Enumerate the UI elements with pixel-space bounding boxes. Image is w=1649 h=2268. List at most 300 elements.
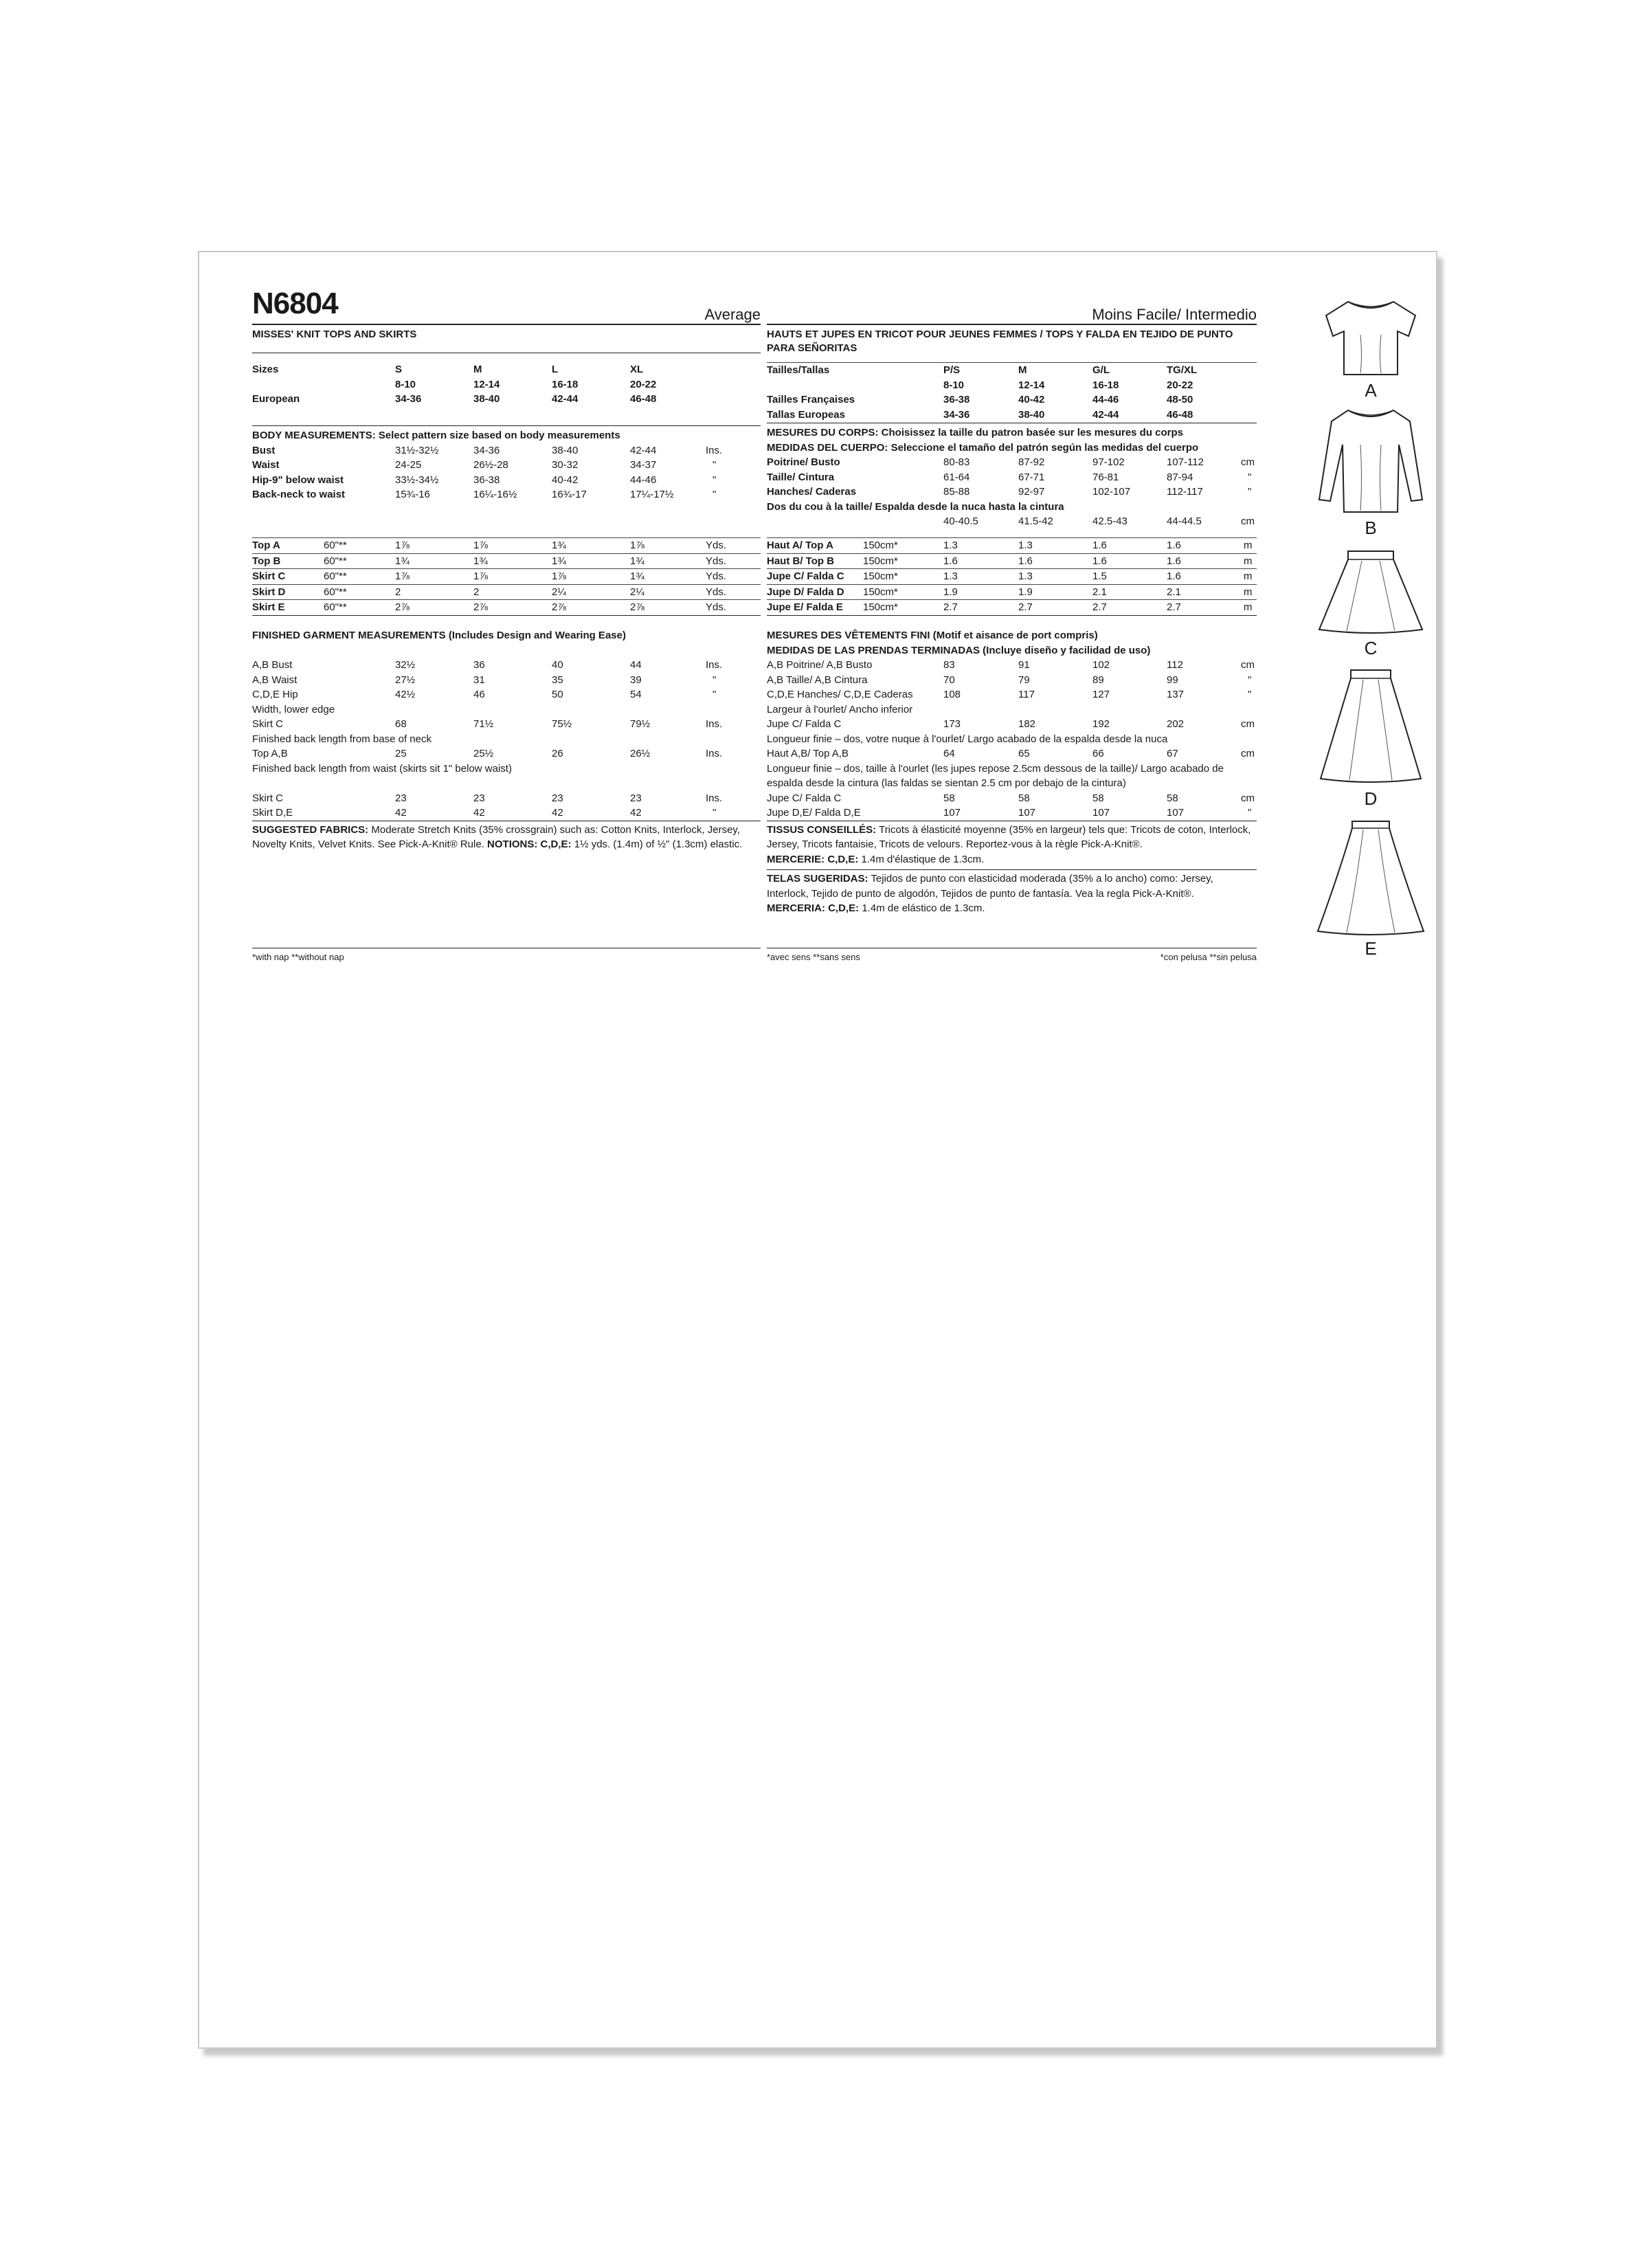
cell: 70 bbox=[943, 674, 955, 686]
cell: 1.3 bbox=[1018, 570, 1033, 582]
cell: 1.6 bbox=[1167, 540, 1181, 551]
size-cell: S bbox=[395, 364, 403, 375]
cell: 1.6 bbox=[1167, 555, 1181, 567]
european-row bbox=[252, 392, 761, 407]
notions-label: NOTIONS: C,D,E: bbox=[487, 838, 572, 850]
fabrics-label: SUGGESTED FABRICS: bbox=[252, 823, 369, 836]
row-label: Top B bbox=[252, 555, 281, 567]
row-label: Jupe D,E/ Falda D,E bbox=[767, 807, 861, 819]
finished-row bbox=[252, 805, 761, 821]
row-label: A,B Bust bbox=[252, 659, 293, 671]
finished-row bbox=[252, 687, 761, 702]
unit: m bbox=[1244, 555, 1253, 567]
size-cell: L bbox=[552, 364, 559, 375]
footnote-fr: *avec sens **sans sens bbox=[767, 952, 860, 962]
cell: 26 bbox=[552, 748, 563, 759]
cell: 79 bbox=[1018, 674, 1030, 686]
yardage-row bbox=[252, 599, 761, 616]
size-cell: 46-48 bbox=[630, 393, 657, 405]
cell: 25 bbox=[395, 748, 407, 759]
row-label: Skirt C bbox=[252, 570, 286, 582]
cell: 2⅞ bbox=[473, 601, 488, 613]
cell: 1.3 bbox=[1018, 540, 1033, 551]
finished-row bbox=[252, 658, 761, 673]
cell: 102 bbox=[1092, 659, 1110, 671]
tallas-europeas-row bbox=[767, 408, 1257, 423]
size-cell: 38-40 bbox=[473, 393, 500, 405]
cell: 1⅞ bbox=[630, 540, 644, 551]
cell: 16¼-16½ bbox=[473, 489, 517, 500]
european-label: European bbox=[252, 393, 300, 405]
body-heading: BODY MEASUREMENTS: Select pattern size based on body measurements bbox=[252, 430, 620, 441]
row-label: Top A bbox=[252, 540, 280, 551]
cell: 2¼ bbox=[630, 586, 644, 598]
yardage-row bbox=[252, 584, 761, 600]
finished-heading: FINISHED GARMENT MEASUREMENTS (Includes Design and Wearing Ease) bbox=[252, 630, 626, 641]
cell: 66 bbox=[1092, 748, 1104, 759]
difficulty-en: Average bbox=[704, 306, 761, 323]
cell: 23 bbox=[552, 792, 563, 804]
cell: 182 bbox=[1018, 718, 1036, 730]
row-label: Haut A/ Top A bbox=[767, 540, 833, 551]
unit: Ins. bbox=[706, 792, 723, 804]
cell: 1.6 bbox=[1092, 540, 1107, 551]
cell: 1.6 bbox=[1092, 555, 1107, 567]
cell: 1.9 bbox=[943, 586, 958, 598]
cell: 27½ bbox=[395, 674, 416, 686]
cell: 42 bbox=[552, 807, 563, 819]
size-cell: P/S bbox=[943, 364, 961, 376]
cell: 58 bbox=[1092, 792, 1104, 804]
cell: 1.3 bbox=[943, 540, 958, 551]
fabric-width: 150cm* bbox=[863, 540, 898, 551]
cell: 1¾ bbox=[552, 555, 566, 567]
cell: 31 bbox=[473, 674, 485, 686]
title-rule bbox=[252, 324, 761, 325]
cell: 1.9 bbox=[1018, 586, 1033, 598]
cell: 1¾ bbox=[630, 570, 644, 582]
view-label: E bbox=[1365, 938, 1377, 959]
cell: 17¼-17½ bbox=[630, 489, 674, 500]
row-label: Jupe D/ Falda D bbox=[767, 586, 844, 598]
fabric-width: 150cm* bbox=[863, 601, 898, 613]
telas-body: Tejidos de punto con elasticidad moderada (35% a lo ancho) como: Jersey, Interlock, Tejido de punto de algodón, Tejidos de punto de fantasía. Vea la regla Pick-A-Knit®. bbox=[767, 873, 1213, 900]
cell: 58 bbox=[1018, 792, 1030, 804]
cell: 83 bbox=[943, 659, 955, 671]
cell: 16¾-17 bbox=[552, 489, 587, 500]
cell: 23 bbox=[473, 792, 485, 804]
yardage-row bbox=[252, 568, 761, 584]
body-measurements bbox=[252, 428, 761, 502]
row-label: Skirt C bbox=[252, 718, 283, 730]
view-label: B bbox=[1365, 518, 1377, 538]
body-row-hip bbox=[252, 473, 761, 488]
size-cell: G/L bbox=[1092, 364, 1110, 376]
footnote: *with nap **without nap bbox=[252, 952, 344, 962]
unit: " bbox=[1248, 689, 1252, 700]
unit: Yds. bbox=[706, 540, 727, 551]
row-label: Jupe C/ Falda C bbox=[767, 792, 842, 804]
cell: 30-32 bbox=[552, 459, 579, 471]
row-label: Skirt C bbox=[252, 792, 283, 804]
title-fr-es: HAUTS ET JUPES EN TRICOT POUR JEUNES FEMMES / TOPS Y FALDA EN TEJIDO DE PUNTO PARA SEÑORITAS bbox=[767, 329, 1233, 354]
unit: " bbox=[713, 807, 717, 819]
cell: 40-42 bbox=[552, 474, 579, 486]
cell: 107 bbox=[1167, 807, 1185, 819]
cell: 67 bbox=[1167, 748, 1178, 759]
finished-row bbox=[252, 746, 761, 761]
note-row: Longueur finie – dos, taille à l'ourlet (les jupes repose 2.5cm dessous de la taille)/ Largo acabado de espalda desde la cintura (las faldas se sientan 2.5 cm por debajo de la cintura) bbox=[767, 762, 1224, 789]
cell: 41.5-42 bbox=[1018, 515, 1053, 527]
unit: Yds. bbox=[706, 570, 727, 582]
size-cell: 42-44 bbox=[552, 393, 579, 405]
row-label: A,B Waist bbox=[252, 674, 298, 686]
merceria-text bbox=[767, 901, 1257, 916]
cell: 2⅞ bbox=[395, 601, 410, 613]
size-cell: 16-18 bbox=[552, 378, 579, 390]
cell: 1.6 bbox=[943, 555, 958, 567]
finished-row bbox=[767, 746, 1257, 761]
flared-long-skirt-icon bbox=[1312, 816, 1429, 940]
size-cell: 46-48 bbox=[1167, 408, 1193, 421]
row-label: Waist bbox=[252, 459, 280, 471]
cell: 61-64 bbox=[943, 471, 970, 483]
unit: cm bbox=[1241, 515, 1255, 527]
row-label: Haut A,B/ Top A,B bbox=[767, 748, 849, 759]
cell: 38-40 bbox=[552, 444, 579, 456]
row-label: Poitrine/ Busto bbox=[767, 456, 840, 468]
tailles-francaises-row bbox=[767, 392, 1257, 408]
size-cell: 34-36 bbox=[943, 408, 970, 421]
fabric-width: 60"** bbox=[324, 601, 347, 613]
unit: Yds. bbox=[706, 586, 727, 598]
cell: 1.6 bbox=[1167, 570, 1181, 582]
cell: 1¾ bbox=[630, 555, 644, 567]
pattern-number: N6804 bbox=[252, 287, 338, 320]
tailles-row bbox=[767, 362, 1257, 378]
cell: 58 bbox=[1167, 792, 1178, 804]
cell: 97-102 bbox=[1092, 456, 1125, 468]
cell: 75½ bbox=[552, 718, 572, 730]
cell: 2.7 bbox=[943, 601, 958, 613]
row-label: Skirt D,E bbox=[252, 807, 293, 819]
telas-text bbox=[767, 869, 1257, 901]
short-skirt-icon bbox=[1312, 544, 1429, 637]
cell: 99 bbox=[1167, 674, 1178, 686]
size-cell: 48-50 bbox=[1167, 394, 1193, 405]
notions-text: 1½ yds. (1.4m) of ½" (1.3cm) elastic. bbox=[571, 838, 743, 850]
cell: 2⅞ bbox=[630, 601, 644, 613]
row-label: Skirt E bbox=[252, 601, 285, 613]
sizes-label: Tallas Europeas bbox=[767, 408, 845, 421]
spacer bbox=[252, 643, 761, 658]
cell: 107-112 bbox=[1167, 456, 1204, 468]
row-label: C,D,E Hip bbox=[252, 689, 298, 700]
cell: 192 bbox=[1092, 718, 1110, 730]
yardage-row bbox=[767, 537, 1257, 553]
cell: 1.5 bbox=[1092, 570, 1107, 582]
cell: 85-88 bbox=[943, 486, 970, 498]
unit: " bbox=[1248, 807, 1252, 819]
size-cell: 20-22 bbox=[1167, 379, 1193, 391]
row-label: Jupe C/ Falda C bbox=[767, 718, 842, 730]
row-label: Taille/ Cintura bbox=[767, 471, 835, 483]
cell: 24-25 bbox=[395, 459, 422, 471]
sizes-table bbox=[252, 362, 761, 407]
cell: 71½ bbox=[473, 718, 494, 730]
unit: " bbox=[1248, 486, 1252, 498]
fabric-width: 60"** bbox=[324, 540, 347, 551]
view-e bbox=[1312, 816, 1429, 964]
size-cell: 12-14 bbox=[1018, 379, 1045, 391]
pattern-envelope-back bbox=[198, 251, 1437, 2049]
telas-label: TELAS SUGERIDAS: bbox=[767, 873, 868, 885]
cell: 44-44.5 bbox=[1167, 515, 1202, 527]
yardage-table bbox=[252, 537, 761, 616]
cell: 42-44 bbox=[630, 444, 657, 456]
cell: 39 bbox=[630, 674, 642, 686]
finished-row bbox=[767, 673, 1257, 688]
cell: 173 bbox=[943, 718, 961, 730]
unit: Ins. bbox=[706, 444, 723, 456]
cell: 40 bbox=[552, 659, 563, 671]
unit: Ins. bbox=[706, 718, 723, 730]
cell: 107 bbox=[943, 807, 961, 819]
cell: 36 bbox=[473, 659, 485, 671]
unit: " bbox=[713, 474, 717, 486]
fabric-width: 150cm* bbox=[863, 586, 898, 598]
row-label: Skirt D bbox=[252, 586, 286, 598]
size-cell: 42-44 bbox=[1092, 408, 1119, 421]
cell: 50 bbox=[552, 689, 563, 700]
cell: 137 bbox=[1167, 689, 1185, 700]
cell: 79½ bbox=[630, 718, 651, 730]
unit: m bbox=[1244, 586, 1253, 598]
row-label: Hanches/ Caderas bbox=[767, 486, 857, 498]
size-cell: M bbox=[1018, 364, 1027, 376]
view-b bbox=[1312, 403, 1429, 541]
cell: 58 bbox=[943, 792, 955, 804]
yardage-row bbox=[767, 584, 1257, 600]
row-label: C,D,E Hanches/ C,D,E Caderas bbox=[767, 689, 913, 700]
yardage-row bbox=[252, 537, 761, 553]
tissus-label: TISSUS CONSEILLÉS: bbox=[767, 823, 877, 836]
cell: 31½-32½ bbox=[395, 444, 439, 456]
cell: 26½-28 bbox=[473, 459, 508, 471]
body-row-bust bbox=[252, 443, 761, 458]
cell: 1⅞ bbox=[473, 540, 488, 551]
view-label: A bbox=[1365, 380, 1377, 401]
finished-row bbox=[252, 717, 761, 732]
cell: 65 bbox=[1018, 748, 1030, 759]
merceria-body: 1.4m de elástico de 1.3cm. bbox=[859, 902, 985, 914]
cell: 2⅞ bbox=[552, 601, 566, 613]
finished-measurements bbox=[252, 628, 761, 852]
fabrics-notions-text bbox=[252, 821, 761, 852]
mercerie-body: 1.4m d'élastique de 1.3cm. bbox=[858, 853, 985, 865]
size-cell: 38-40 bbox=[1018, 408, 1045, 421]
size-cell: 8-10 bbox=[943, 379, 965, 391]
cell: 44-46 bbox=[630, 474, 657, 486]
cell: 25½ bbox=[473, 748, 494, 759]
body-row bbox=[767, 455, 1257, 470]
cell: 42½ bbox=[395, 689, 416, 700]
finished-heading-es: MEDIDAS DE LAS PRENDAS TERMINADAS (Incluye diseño y facilidad de uso) bbox=[767, 644, 1151, 656]
unit: cm bbox=[1241, 792, 1255, 804]
unit: cm bbox=[1241, 456, 1255, 468]
unit: cm bbox=[1241, 659, 1255, 671]
fabric-width: 60"** bbox=[324, 555, 347, 567]
note-row: Width, lower edge bbox=[252, 703, 335, 715]
cell: 42.5-43 bbox=[1092, 515, 1128, 527]
finished-row bbox=[767, 791, 1257, 806]
cell: 1¾ bbox=[473, 555, 488, 567]
cell: 1¾ bbox=[552, 540, 566, 551]
cell: 68 bbox=[395, 718, 407, 730]
cell: 23 bbox=[395, 792, 407, 804]
unit: Ins. bbox=[706, 748, 723, 759]
body-row bbox=[767, 485, 1257, 500]
mesures-corps bbox=[767, 425, 1257, 529]
cell: 87-94 bbox=[1167, 471, 1193, 483]
note-row: Finished back length from waist (skirts sit 1" below waist) bbox=[252, 762, 512, 775]
size-cell: 44-46 bbox=[1092, 394, 1119, 405]
cell: 76-81 bbox=[1092, 471, 1119, 483]
fabric-width: 60"** bbox=[324, 586, 347, 598]
finished-row bbox=[767, 658, 1257, 673]
note-row: Largeur à l'ourlet/ Ancho inferior bbox=[767, 703, 913, 715]
row-label: A,B Poitrine/ A,B Busto bbox=[767, 659, 873, 671]
cell: 42 bbox=[473, 807, 485, 819]
cell: 108 bbox=[943, 689, 961, 700]
row-label: Jupe E/ Falda E bbox=[767, 601, 843, 613]
size-cell: TG/XL bbox=[1167, 364, 1198, 376]
cell: 1⅞ bbox=[395, 570, 410, 582]
cell: 26½ bbox=[630, 748, 651, 759]
yardage-row bbox=[767, 553, 1257, 569]
view-label: D bbox=[1364, 788, 1378, 809]
fabric-width: 60"** bbox=[324, 570, 347, 582]
size-cell: 12-14 bbox=[473, 378, 500, 390]
cell: 2 bbox=[395, 586, 401, 598]
unit: " bbox=[713, 674, 717, 686]
sizes-row bbox=[252, 362, 761, 377]
row-label: Haut B/ Top B bbox=[767, 555, 835, 567]
size-ranges-row bbox=[252, 377, 761, 392]
row-label: Bust bbox=[252, 444, 276, 456]
cell: 1.6 bbox=[1018, 555, 1033, 567]
merceria-label: MERCERIA: C,D,E: bbox=[767, 902, 860, 914]
unit: " bbox=[1248, 471, 1252, 483]
unit: cm bbox=[1241, 718, 1255, 730]
view-a bbox=[1312, 293, 1429, 403]
size-cell: M bbox=[473, 364, 482, 375]
body-rule bbox=[252, 425, 761, 426]
cell: 117 bbox=[1018, 689, 1035, 700]
cell: 92-97 bbox=[1018, 486, 1045, 498]
difficulty-fr-es: Moins Facile/ Intermedio bbox=[1092, 306, 1257, 323]
long-sleeve-top-icon bbox=[1312, 403, 1429, 517]
cell: 80-83 bbox=[943, 456, 970, 468]
note-row: Finished back length from base of neck bbox=[252, 733, 431, 745]
size-cell: 8-10 bbox=[395, 378, 416, 390]
cell: 127 bbox=[1092, 689, 1110, 700]
body-row-back bbox=[252, 487, 761, 502]
sizes-label: Tailles Françaises bbox=[767, 394, 855, 405]
sizes-label: Sizes bbox=[252, 364, 279, 375]
mercerie-label: MERCERIE: C,D,E: bbox=[767, 853, 859, 865]
tailles-ranges-row bbox=[767, 378, 1257, 393]
cell: 23 bbox=[630, 792, 642, 804]
unit: " bbox=[713, 489, 717, 500]
unit: Yds. bbox=[706, 555, 727, 567]
finished-row bbox=[252, 673, 761, 688]
row-label: A,B Taille/ A,B Cintura bbox=[767, 674, 868, 686]
cell: 32½ bbox=[395, 659, 416, 671]
cell: 89 bbox=[1092, 674, 1104, 686]
unit: m bbox=[1244, 570, 1253, 582]
cell: 67-71 bbox=[1018, 471, 1045, 483]
size-cell: 40-42 bbox=[1018, 394, 1045, 405]
size-cell: 34-36 bbox=[395, 393, 422, 405]
fabrics-text: Moderate Stretch Knits (35% crossgrain) such as: Cotton Knits, Interlock, Jersey, Novelty Knits, Velvet Knits. See Pick-A-Knit® Rule. bbox=[252, 823, 740, 850]
unit: " bbox=[1248, 674, 1252, 686]
mercerie-text bbox=[767, 852, 1257, 867]
unit: " bbox=[713, 459, 717, 471]
tissus-text bbox=[767, 821, 1257, 852]
view-c bbox=[1312, 544, 1429, 661]
tissus-body: Tricots à élasticité moyenne (35% en largeur) tels que: Tricots de coton, Interlock, Jersey, Tricots fantaisie, Tricots de velours. Reportez-vous à la règle Pick-A-Knit®. bbox=[767, 823, 1251, 850]
cell: 91 bbox=[1018, 659, 1030, 671]
yardage-row bbox=[767, 568, 1257, 584]
back-length-row bbox=[767, 514, 1257, 529]
cell: 40-40.5 bbox=[943, 515, 978, 527]
row-label: Hip-9" below waist bbox=[252, 474, 344, 486]
cell: 2.1 bbox=[1092, 586, 1107, 598]
yardage-row bbox=[252, 553, 761, 569]
cell: 2.7 bbox=[1167, 601, 1181, 613]
cell: 54 bbox=[630, 689, 642, 700]
row-label: Top A,B bbox=[252, 748, 288, 759]
unit: cm bbox=[1241, 748, 1255, 759]
unit: " bbox=[713, 689, 717, 700]
body-row bbox=[767, 470, 1257, 485]
cell: 112-117 bbox=[1167, 486, 1203, 498]
fabric-width: 150cm* bbox=[863, 570, 898, 582]
cell: 2.1 bbox=[1167, 586, 1181, 598]
metrage-table bbox=[767, 537, 1257, 616]
unit: m bbox=[1244, 601, 1253, 613]
size-cell: 36-38 bbox=[943, 394, 970, 405]
row-label: Jupe C/ Falda C bbox=[767, 570, 844, 582]
cell: 2 bbox=[473, 586, 480, 598]
cell: 1⅞ bbox=[552, 570, 566, 582]
tailles-table bbox=[767, 362, 1257, 422]
size-cell: 16-18 bbox=[1092, 379, 1119, 391]
size-cell: XL bbox=[630, 364, 644, 375]
cell: 33½-34½ bbox=[395, 474, 439, 486]
cell: 112 bbox=[1167, 659, 1183, 671]
body-heading-es: MEDIDAS DEL CUERPO: Seleccione el tamaño del patrón según las medidas del cuerpo bbox=[767, 441, 1199, 454]
cell: 34-36 bbox=[473, 444, 500, 456]
sizes-label: Tailles/Tallas bbox=[767, 364, 830, 376]
cell: 1⅞ bbox=[395, 540, 410, 551]
finished-row bbox=[252, 791, 761, 806]
footnote-es: *con pelusa **sin pelusa bbox=[1160, 952, 1257, 962]
cell: 42 bbox=[395, 807, 407, 819]
cell: 2.7 bbox=[1018, 601, 1033, 613]
cell: 44 bbox=[630, 659, 642, 671]
